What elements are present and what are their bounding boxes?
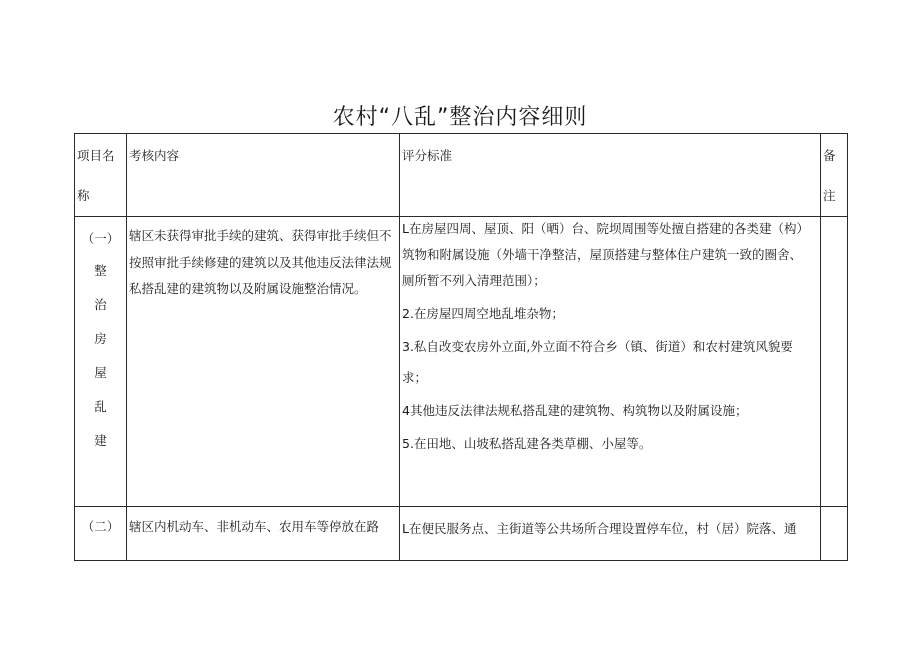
item-name-char: 整 bbox=[94, 263, 107, 278]
item-number: （一） bbox=[81, 231, 120, 246]
item-name-char: 房 bbox=[94, 331, 107, 346]
document-title: 农村“八乱”整治内容细则 bbox=[332, 105, 588, 130]
criteria-line: 厕所暂不列入清理范围）； bbox=[402, 273, 546, 288]
content-text: 辖区未获得审批手续的建筑、获得审批手续但不按照审批手续修建的建筑以及其他违反法律法规私搭乱建的建筑物以及附属设施整治情况。 bbox=[129, 228, 392, 297]
table-row bbox=[75, 217, 848, 507]
item-name-char: 乱 bbox=[94, 399, 107, 414]
table-row bbox=[75, 507, 848, 561]
content-cell bbox=[127, 507, 400, 561]
criteria-line: 3.私自改变农房外立面,外立面不符合乡（镇、街道）和农村建筑风貌要 bbox=[402, 339, 793, 354]
table-header-row bbox=[75, 134, 848, 217]
header-item-name bbox=[75, 134, 127, 217]
content-text: 辖区内机动车、非机动车、农用车等停放在路 bbox=[129, 519, 380, 534]
item-name-char: 治 bbox=[94, 297, 107, 312]
header-note bbox=[821, 134, 848, 217]
header-note-line1: 备 bbox=[823, 148, 836, 163]
note-cell bbox=[821, 217, 848, 507]
header-content bbox=[127, 134, 400, 217]
criteria-cell bbox=[400, 217, 821, 507]
item-number: （二） bbox=[81, 519, 120, 534]
note-cell bbox=[821, 507, 848, 561]
criteria-line: 4其他违反法律法规私搭乱建的建筑物、构筑物以及附属设施； bbox=[402, 403, 748, 418]
item-cell bbox=[75, 217, 127, 507]
header-content-label: 考核内容 bbox=[129, 148, 180, 163]
item-name-char: 屋 bbox=[94, 365, 107, 380]
criteria-cell bbox=[400, 507, 821, 561]
rules-table bbox=[74, 133, 848, 561]
item-name-char: 建 bbox=[94, 433, 107, 448]
header-criteria-label: 评分标准 bbox=[402, 148, 453, 163]
criteria-line: L在房屋四周、屋顶、阳（晒）台、院坝周围等处擅自搭建的各类建（构） bbox=[402, 221, 809, 236]
criteria-line: 5.在田地、山坡私搭乱建各类草棚、小屋等。 bbox=[402, 436, 652, 451]
content-cell bbox=[127, 217, 400, 507]
header-item-name-line1: 项目名 bbox=[77, 148, 115, 163]
item-cell bbox=[75, 507, 127, 561]
header-criteria bbox=[400, 134, 821, 217]
criteria-line: 求； bbox=[402, 370, 428, 385]
header-note-line2: 注 bbox=[823, 188, 836, 203]
criteria-line: 筑物和附属设施（外墙干净整洁，屋顶搭建与整体住户建筑一致的圈舍、 bbox=[402, 247, 803, 262]
criteria-line: L在便民服务点、主街道等公共场所合理设置停车位，村（居）院落、通 bbox=[402, 521, 797, 536]
criteria-line: 2.在房屋四周空地乱堆杂物； bbox=[402, 306, 564, 321]
header-item-name-line2: 称 bbox=[77, 188, 90, 203]
